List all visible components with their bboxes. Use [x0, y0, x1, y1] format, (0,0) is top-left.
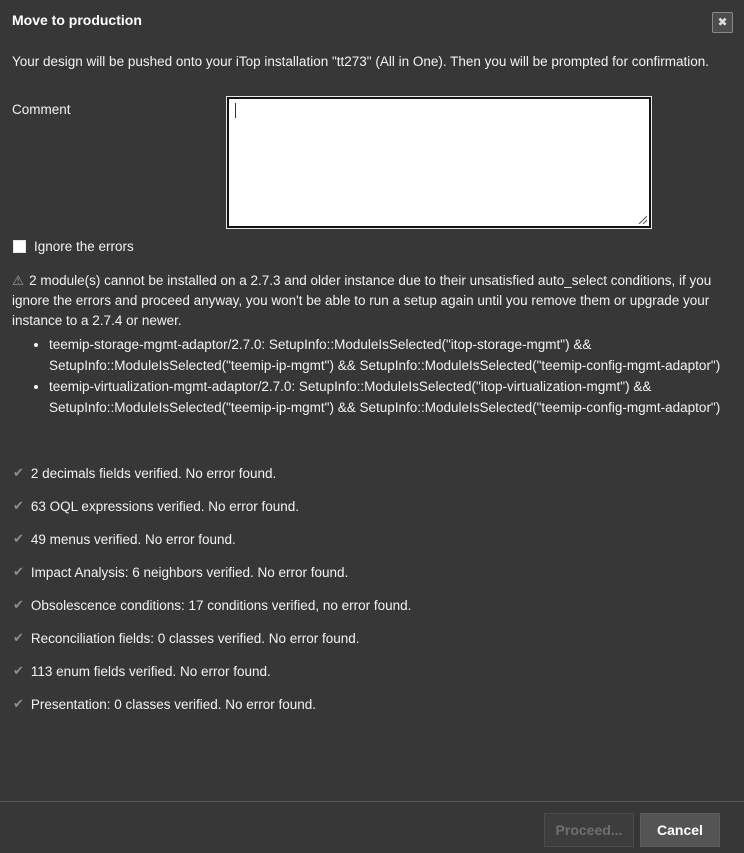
cancel-button[interactable]: Cancel	[640, 813, 720, 847]
close-button[interactable]	[712, 12, 733, 33]
ignore-errors-label: Ignore the errors	[34, 239, 134, 254]
ignore-errors-checkbox[interactable]	[13, 240, 26, 253]
verification-results	[13, 466, 729, 730]
comment-label: Comment	[12, 102, 71, 117]
check-icon: ✔	[13, 565, 24, 580]
check-line	[13, 697, 729, 713]
check-text: Impact Analysis: 6 neighbors verified. No error found.	[30, 565, 349, 580]
check-text: 113 enum fields verified. No error found.	[30, 664, 271, 679]
close-icon: ✖	[717, 15, 728, 29]
check-text: 2 decimals fields verified. No error found.	[30, 466, 277, 481]
check-line	[13, 565, 729, 581]
check-icon: ✔	[13, 697, 24, 712]
comment-textarea-wrap	[227, 97, 651, 228]
check-text: Presentation: 0 classes verified. No error found.	[30, 697, 317, 712]
comment-textarea[interactable]	[227, 97, 651, 228]
check-icon: ✔	[13, 499, 24, 514]
footer-divider	[0, 801, 744, 802]
check-icon: ✔	[13, 532, 24, 547]
check-line	[13, 631, 729, 647]
check-text: Obsolescence conditions: 17 conditions verified, no error found.	[30, 598, 412, 613]
proceed-button[interactable]: Proceed...	[544, 813, 634, 847]
check-line	[13, 664, 729, 680]
module-error-item: • teemip-virtualization-mgmt-adaptor/2.7.0: SetupInfo::ModuleIsSelected("itop-virtualization-mgmt") && SetupInfo::ModuleIsSelected("teemip-ip-mgmt") && SetupInfo::ModuleIsSelected("teemip-config-mgmt-adaptor")	[49, 376, 725, 418]
check-icon: ✔	[13, 631, 24, 646]
check-line	[13, 499, 729, 515]
dialog-title: Move to production	[12, 12, 142, 28]
footer-buttons	[544, 813, 720, 847]
module-error-list	[12, 334, 725, 418]
warning-message	[12, 271, 732, 331]
warning-text: 2 module(s) cannot be installed on a 2.7.3 and older instance due to their unsatisfied auto_select conditions, if you ignore the errors and proceed anyway, you won't be able to run a setup again until you remove them or upgrade your instance to a 2.7.4 or newer.	[12, 273, 712, 328]
intro-text: Your design will be pushed onto your iTop installation "tt273" (All in One). Then you will be prompted for confirmation.	[12, 54, 709, 69]
check-text: 63 OQL expressions verified. No error found.	[30, 499, 300, 514]
ignore-errors-row	[13, 239, 134, 254]
module-error-item: • teemip-storage-mgmt-adaptor/2.7.0: SetupInfo::ModuleIsSelected("itop-storage-mgmt") && SetupInfo::ModuleIsSelected("teemip-ip-mgmt") && SetupInfo::ModuleIsSelected("teemip-config-mgmt-adaptor")	[49, 334, 725, 376]
check-icon: ✔	[13, 664, 24, 679]
check-line	[13, 598, 729, 614]
check-icon: ✔	[13, 466, 24, 481]
check-line	[13, 532, 729, 548]
check-text: Reconciliation fields: 0 classes verified. No error found.	[30, 631, 360, 646]
check-text: 49 menus verified. No error found.	[30, 532, 236, 547]
check-icon: ✔	[13, 598, 24, 613]
warning-icon: ⚠	[12, 273, 25, 289]
check-line	[13, 466, 729, 482]
